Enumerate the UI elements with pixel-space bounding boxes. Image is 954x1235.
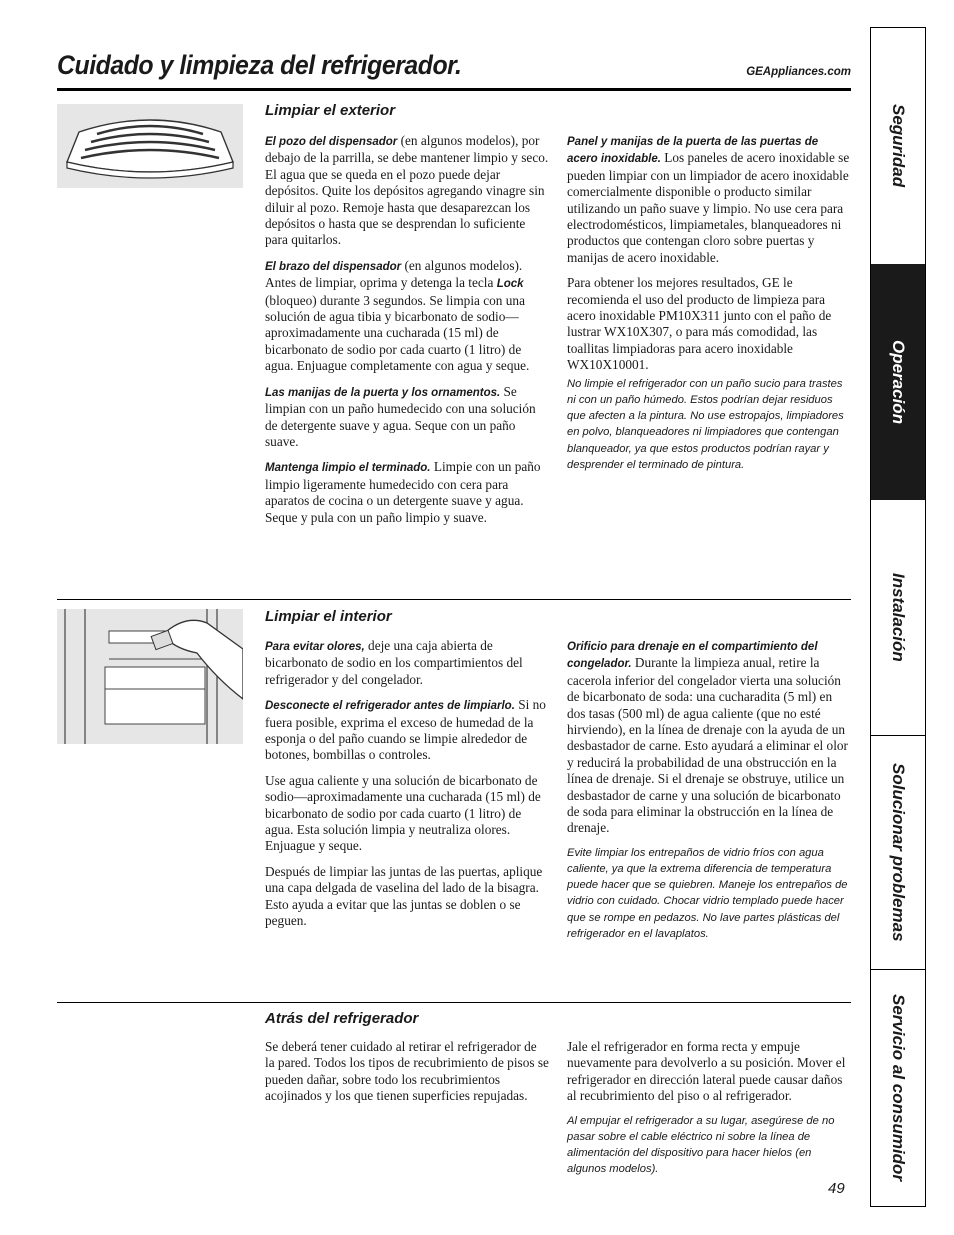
paragraph: Desconecte el refrigerador antes de limpiarlo. Si no fuera posible, exprima el exceso de humedad de la esponja o del paño cuando se limpie alrededor de botones, bombillas o controles. [265, 697, 546, 763]
paragraph: El brazo del dispensador (en algunos modelos). Antes de limpiar, oprima y detenga la tecla Lock (bloqueo) durante 3 segundos. Se limpia con una solución de agua tibia y bicarbonato de sodio—aproximadamente una cucharada (15 ml) de bicarbonato de sodio por cada cuarto (1 litro) de agua. Enjuague completamente con agua y seque. [265, 257, 530, 374]
note: Al empujar el refrigerador a su lugar, asegúrese de no pasar sobre el cable eléctrico ni sobre la línea de alimentación del dispositivo para hacer hielos (en algunos modelos). [567, 1114, 835, 1176]
interior-right-column [567, 638, 851, 951]
paragraph: Mantenga limpio el terminado. Limpie con un paño limpio ligeramente humedecido con cera para aparatos de cocina o un detergente suave y agua. Seque y pula con un paño limpio y suave. [265, 459, 541, 525]
paragraph: El pozo del dispensador (en algunos modelos), por debajo de la parrilla, se debe mantener limpio y seco. El agua que se queda en el pozo puede dejar depósitos. Quite los depósitos agregando vinagre sin diluir al pozo. Remoje hasta que desaparezcan los depósitos o hasta que se desprendan lo suficiente para quitarlos. [265, 133, 549, 248]
tab-solucionar-problemas[interactable] [871, 736, 925, 969]
paragraph: Se deberá tener cuidado al retirar el refrigerador de la pared. Todos los tipos de recubrimiento de pisos se pueden dañar, sobre todo los recubrimientos acojinados y los que tienen superficies repujadas. [265, 1039, 549, 1104]
sidebar-navigation [870, 27, 926, 1207]
note: No limpie el refrigerador con un paño sucio para trastes ni con un paño húmedo. Estos podrían dejar residuos que afecten a la pintura. No use estropajos, limpiadores en polvo, blanqueadores ni limpiadores que contengan blanqueador, ya que estos productos podrían rayar y desprender el terminado de pintura. [567, 377, 844, 471]
interior-cleaning-illustration [57, 609, 243, 744]
note: Evite limpiar los entrepaños de vidrio fríos con agua caliente, ya que la extrema diferencia de temperatura puede hacer que se quiebren. Maneje los entrepaños de vidrio con cuidado. Chocar vidrio templado puede hacer que se rompe en pedazos. No lave partes plásticas del refrigerador en el lavaplatos. [567, 846, 848, 940]
section-divider [57, 599, 851, 600]
header-rule [57, 88, 851, 91]
tab-label: Solucionar problemas [889, 763, 908, 942]
paragraph: Use agua caliente y una solución de bicarbonato de sodio—aproximadamente una cucharada (15 ml) de bicarbonato de sodio por cada cuarto (1 litro) de agua. Esta solución limpia y neutraliza olores. Enjuague y seque. [265, 772, 541, 854]
tab-servicio-al-consumidor[interactable] [871, 970, 925, 1206]
tab-seguridad[interactable] [871, 28, 925, 264]
paragraph: Orificio para drenaje en el compartimiento del congelador. Durante la limpieza anual, retire la cacerola inferior del congelador vierta una solución de bicarbonato de soda: una cucharadita (5 ml) en dos tasas (500 ml) de agua caliente (que no esté hirviendo), en la línea de drenaje con la ayuda de un desbastador de carne. Esto ayudará a eliminar el olor y reducirá la probabilidad de una obstrucción en la línea de drenaje. Si el drenaje se obstruye, utilice un desbastador de carne y una solución de bicarbonato de soda para eliminar la obstrucción en la línea de drenaje. [567, 641, 848, 836]
page-title: Cuidado y limpieza del refrigerador. [57, 50, 462, 80]
section-divider [57, 1002, 851, 1003]
tab-label: Instalación [889, 573, 908, 662]
exterior-right-column [567, 133, 851, 482]
page-number: 49 [828, 1180, 845, 1197]
tab-instalacion[interactable] [871, 500, 925, 735]
website-url[interactable]: GEAppliances.com [746, 66, 851, 78]
interior-left-column [265, 638, 549, 939]
paragraph: Para evitar olores, deje una caja abierta de bicarbonato de sodio en los compartimientos del refrigerador y del congelador. [265, 638, 523, 687]
section-heading-exterior: Limpiar el exterior [265, 102, 396, 119]
section-heading-interior: Limpiar el interior [265, 608, 392, 625]
paragraph: Panel y manijas de la puerta de las puertas de acero inoxidable. Los paneles de acero inoxidable se pueden limpiar con un limpiador de acero inoxidable comercialmente disponible o producto similar utilizando un paño suave y limpio. No use cera para electrodomésticos, limpiametales, blanqueadores ni productos que contengan cloro sobre puertas y manijas de acero inoxidable. [567, 136, 850, 265]
paragraph: Las manijas de la puerta y los ornamentos. Se limpian con un paño humedecido con una solución de detergente suave y agua. Seque con un paño suave. [265, 383, 536, 449]
paragraph: Jale el refrigerador en forma recta y empuje nuevamente para devolverlo a su posición. Mover el refrigerador en dirección lateral puede causar daños al recubrimiento del piso o al refrigerador. [567, 1039, 846, 1104]
tab-operacion[interactable] [871, 264, 925, 500]
paragraph: Para obtener los mejores resultados, GE le recomienda el uso del producto de limpieza para acero inoxidable PM10X311 junto con el paño de lustrar WX10X307, o para más comodidad, las toallitas limpiadoras para acero inoxidable WX10X10001. [567, 275, 832, 373]
paragraph: Después de limpiar las juntas de las puertas, aplique una capa delgada de vaselina del lado de la bisagra. Esto ayuda a evitar que las juntas se doblen o se peguen. [265, 863, 543, 929]
behind-left-column [265, 1039, 549, 1114]
exterior-left-column [265, 133, 549, 535]
tab-label: Servicio al consumidor [889, 994, 908, 1182]
behind-right-column [567, 1039, 851, 1186]
section-heading-behind: Atrás del refrigerador [265, 1010, 419, 1027]
tab-label: Operación [889, 339, 908, 425]
tab-label: Seguridad [889, 104, 908, 188]
dispenser-grille-illustration [57, 104, 243, 188]
